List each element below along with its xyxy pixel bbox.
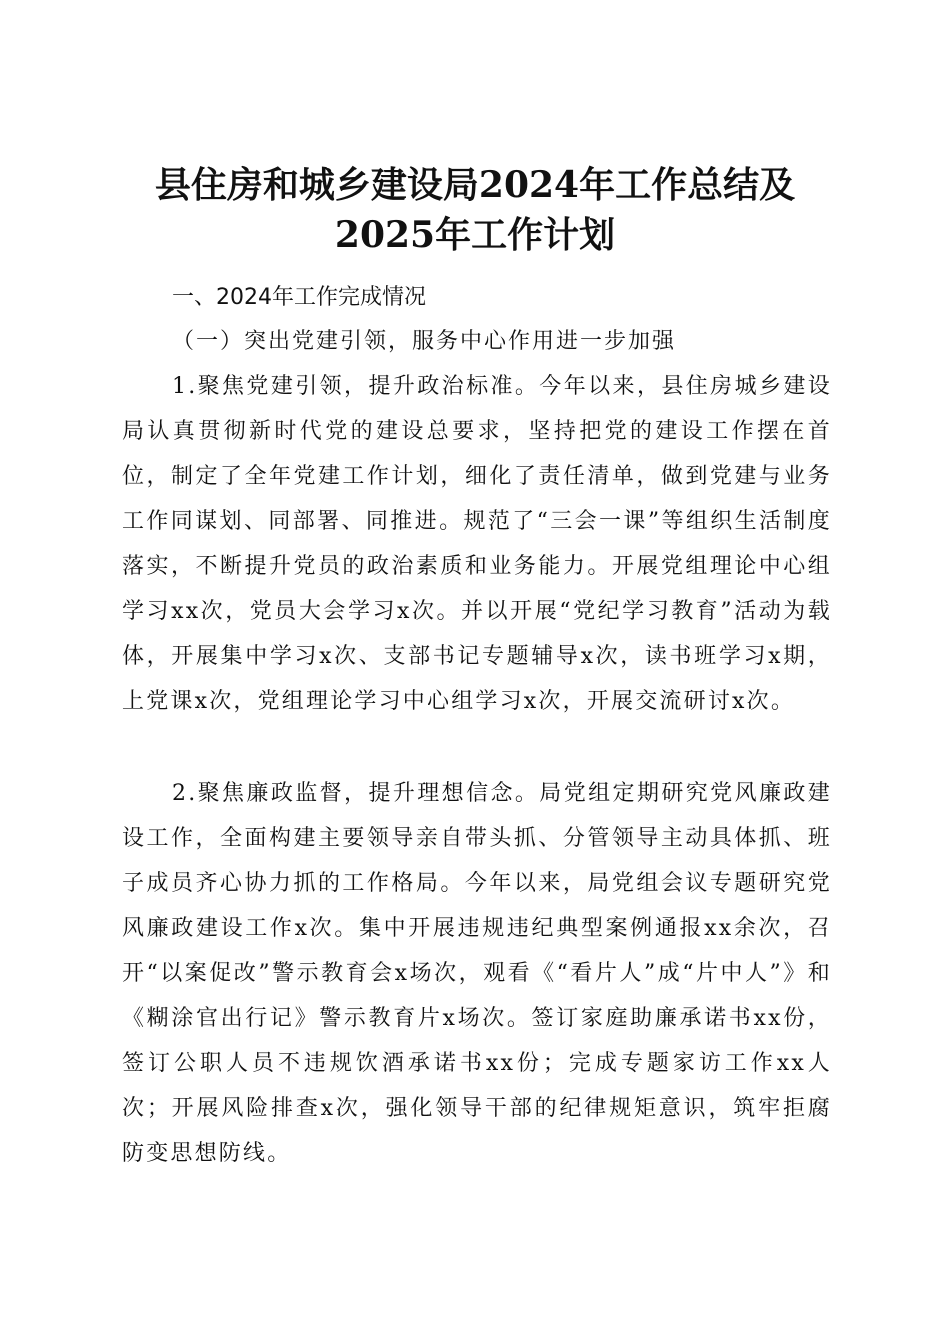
subsection-heading: （一）突出党建引领，服务中心作用进一步加强 <box>172 329 677 354</box>
section-heading: 一、2024年工作完成情况 <box>172 285 426 310</box>
document-title: 县住房和城乡建设局2024年工作总结及2025年工作计划 <box>154 164 796 257</box>
paragraph-integrity-supervision: 2.聚焦廉政监督，提升理想信念。局党组定期研究党风廉政建设工作，全面构建主要领导亲自带头抓、分管领导主动具体抓、班子成员齐心协力抓的工作格局。今年以来，局党组会议专题研究党风廉政建设工作x次。集中开展违规违纪典型案例通报xx余次，召开“以案促改”警示教育会x场次，观看《“看片人”成“片中人”》和《糊涂官出行记》警示教育片x场次。签订家庭助廉承诺书xx份，签订公职人员不违规饮酒承诺书xx份；完成专题家访工作xx人次；开展风险排查x次，强化领导干部的纪律规矩意识，筑牢拒腐防变思想防线。 <box>122 781 832 1166</box>
paragraph-party-building: 1.聚焦党建引领，提升政治标准。今年以来，县住房城乡建设局认真贯彻新时代党的建设总要求，坚持把党的建设工作摆在首位，制定了全年党建工作计划，细化了责任清单，做到党建与业务工作同谋划、同部署、同推进。规范了“三会一课”等组织生活制度落实，不断提升党员的政治素质和业务能力。开展党组理论中心组学习xx次，党员大会学习x次。并以开展“党纪学习教育”活动为载体，开展集中学习x次、支部书记专题辅导x次，读书班学习x期，上党课x次，党组理论学习中心组学习x次，开展交流研讨x次。 <box>122 374 832 714</box>
